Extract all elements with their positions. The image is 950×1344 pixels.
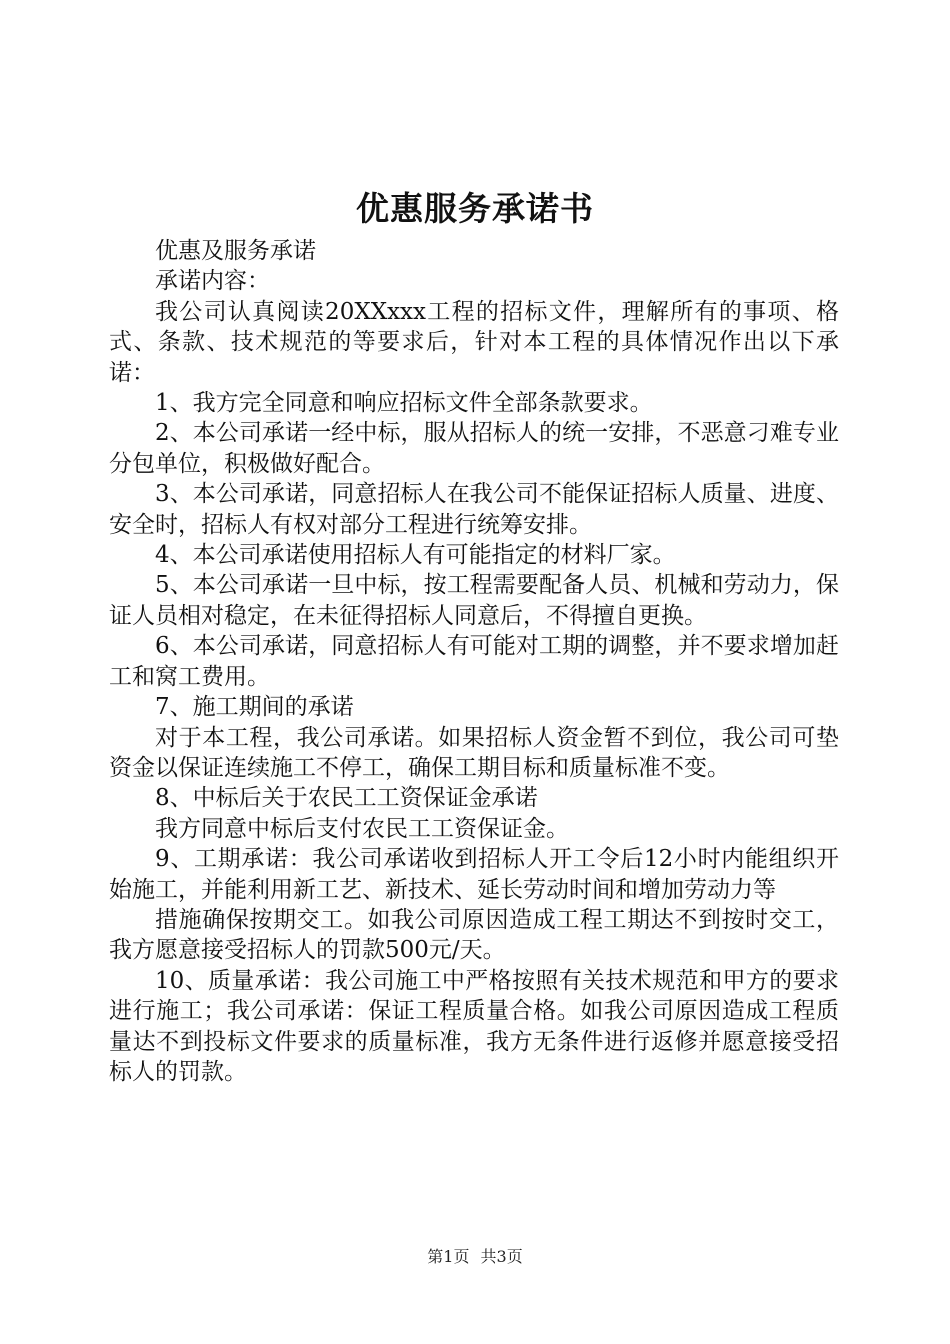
paragraph-content-label: 承诺内容： bbox=[155, 268, 270, 295]
paragraph-item-10: 10、质量承诺：我公司施工中严格按照有关技术规范和甲方的要求进行施工；我公司承诺：保证工程质量合格。如我公司原因造成工程质量达不到投标文件要求的质量标准，我方无条件进行返修并愿意接受招标人的罚款。 bbox=[109, 967, 839, 1085]
document-title: 优惠服务承诺书 bbox=[356, 189, 594, 228]
paragraph-item-5: 5、本公司承诺一旦中标，按工程需要配备人员、机械和劳动力，保证人员相对稳定，在未征得招标人同意后，不得擅自更换。 bbox=[109, 572, 839, 629]
paragraph-item-9-detail: 措施确保按期交工。如我公司原因造成工程工期达不到按时交工，我方愿意接受招标人的罚款500元/天。 bbox=[109, 906, 839, 964]
paragraph-intro: 我公司认真阅读20XXxxx工程的招标文件，理解所有的事项、格式、条款、技术规范的等要求后，针对本工程的具体情况作出以下承诺： bbox=[109, 298, 839, 386]
paragraph-item-7-detail: 对于本工程，我公司承诺。如果招标人资金暂不到位，我公司可垫资金以保证连续施工不停工，确保工期目标和质量标准不变。 bbox=[109, 724, 839, 781]
page-number: 第1页 bbox=[427, 1247, 470, 1266]
paragraph-item-8: 8、中标后关于农民工工资保证金承诺 bbox=[155, 785, 538, 812]
paragraph-item-8-detail: 我方同意中标后支付农民工工资保证金。 bbox=[155, 815, 569, 842]
page-footer bbox=[0, 1244, 950, 1267]
paragraph-item-2: 2、本公司承诺一经中标，服从招标人的统一安排，不恶意刁难专业分包单位，积极做好配合。 bbox=[109, 420, 839, 477]
paragraph-item-6: 6、本公司承诺，同意招标人有可能对工期的调整，并不要求增加赶工和窝工费用。 bbox=[109, 633, 839, 690]
document-body bbox=[109, 236, 839, 1087]
paragraph-item-7: 7、施工期间的承诺 bbox=[155, 694, 354, 721]
page-total: 共3页 bbox=[480, 1247, 523, 1266]
paragraph-item-4: 4、本公司承诺使用招标人有可能指定的材料厂家。 bbox=[155, 542, 676, 569]
paragraph-item-1: 1、我方完全同意和响应招标文件全部条款要求。 bbox=[155, 390, 653, 417]
paragraph-item-9: 9、工期承诺：我公司承诺收到招标人开工令后12小时内能组织开始施工，并能利用新工艺、新技术、延长劳动时间和增加劳动力等 bbox=[109, 846, 839, 903]
paragraph-item-3: 3、本公司承诺，同意招标人在我公司不能保证招标人质量、进度、安全时，招标人有权对部分工程进行统筹安排。 bbox=[109, 481, 839, 538]
paragraph-heading: 优惠及服务承诺 bbox=[155, 238, 316, 264]
